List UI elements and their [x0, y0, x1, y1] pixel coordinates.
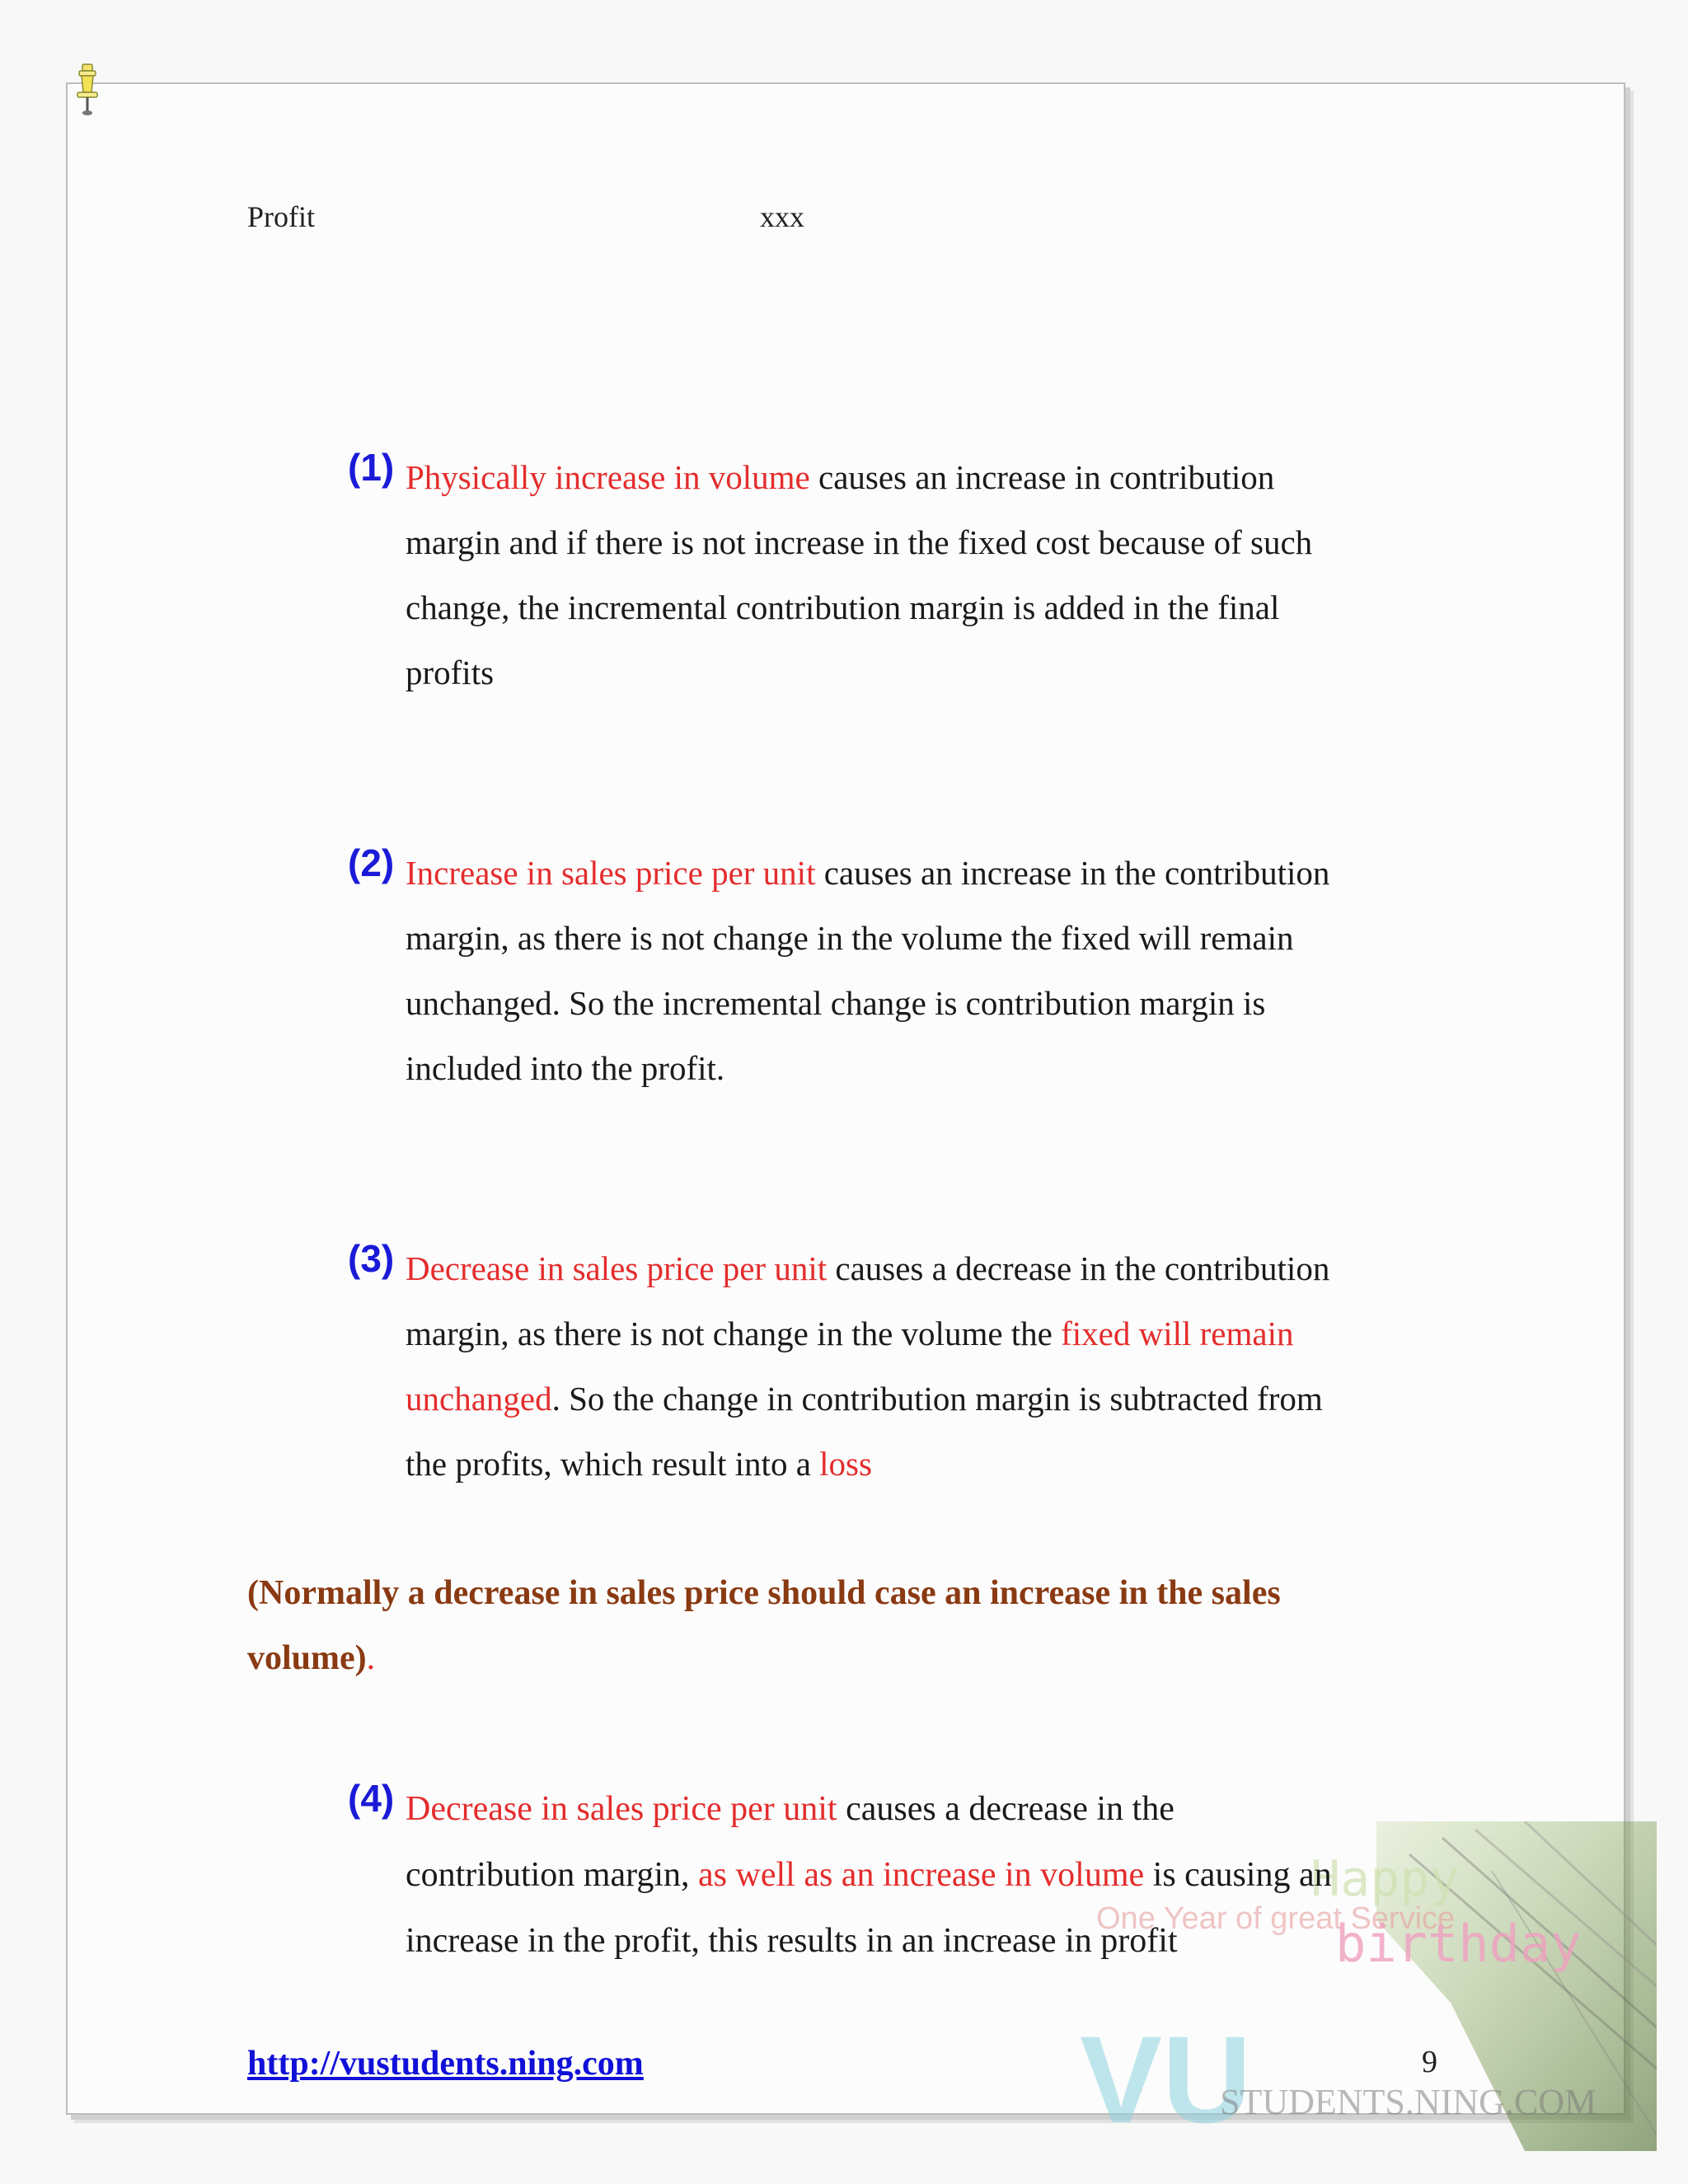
item-highlight: Decrease in sales price per unit — [406, 1790, 837, 1828]
list-item-3 — [348, 1236, 1452, 1497]
item-text-line1: causes a decrease in the contribution — [827, 1249, 1330, 1287]
item-text-line3: . So the change in contribution margin is subtracted from — [551, 1380, 1323, 1418]
watermark-brand-vu: VU — [1080, 2010, 1252, 2149]
list-item-1 — [348, 445, 1452, 705]
header-value: xxx — [760, 200, 804, 233]
item-highlight-fixed: fixed will remain — [1061, 1315, 1294, 1352]
note-line1: (Normally a decrease in sales price should case an increase in the sales — [247, 1574, 1281, 1612]
item-text-line1: causes an increase in contribution — [809, 458, 1275, 496]
item-text-line3: change, the incremental contribution margin is added in the final — [406, 588, 1280, 626]
item-text-line4: included into the profit. — [406, 1049, 725, 1087]
item-highlight-loss: loss — [819, 1445, 872, 1483]
list-item-2 — [348, 841, 1452, 1101]
item-text — [406, 1236, 1452, 1497]
watermark-greeting-birthday: birthday — [1335, 1914, 1582, 1974]
item-text-line3: increase in the profit, this results in an increase in profit — [406, 1922, 1178, 1960]
watermark-slogan: One Year of great Service — [1096, 1901, 1456, 1936]
item-text-line2-end: is causing an — [1144, 1856, 1332, 1894]
item-text-line3: unchanged. So the incremental change is contribution margin is — [406, 984, 1266, 1022]
item-text-line1: causes an increase in the contribution — [815, 854, 1330, 892]
item-number: (2) — [348, 841, 395, 884]
list-item-4 — [348, 1776, 1452, 1974]
note-trail: . — [366, 1639, 376, 1677]
item-text — [406, 445, 1452, 705]
watermark-brand-students: STUDENTS.NING.COM — [1220, 2082, 1597, 2122]
item-text-line2: margin, as there is not change in the volume the fixed will remain — [406, 919, 1294, 957]
item-number: (3) — [348, 1237, 395, 1280]
pushpin-icon — [71, 63, 104, 117]
item-text — [406, 1776, 1452, 1974]
item-text-line2: margin and if there is not increase in the fixed cost because of such — [406, 523, 1313, 561]
item-text-line2: contribution margin, — [406, 1856, 699, 1894]
item-text-line1: causes a decrease in the — [837, 1790, 1175, 1828]
item-highlight-unchanged: unchanged — [406, 1380, 552, 1418]
item-highlight: Physically increase in volume — [406, 458, 810, 496]
page-number: 9 — [1422, 2045, 1437, 2079]
item-text-line2: margin, as there is not change in the volume the — [406, 1315, 1062, 1352]
footer-link[interactable]: http://vustudents.ning.com — [247, 2045, 644, 2083]
item-text-line4: the profits, which result into a — [406, 1445, 820, 1483]
note-line2: volume) — [247, 1639, 367, 1677]
item-number: (4) — [348, 1777, 395, 1820]
watermark-greeting-happy: Happy — [1311, 1850, 1460, 1908]
bold-note — [247, 1561, 1451, 1691]
item-text — [406, 841, 1452, 1101]
item-highlight: Increase in sales price per unit — [406, 854, 816, 892]
item-number: (1) — [348, 446, 395, 489]
item-text-line4: profits — [406, 654, 495, 691]
item-highlight-volume: as well as an increase in volume — [698, 1856, 1145, 1894]
item-highlight: Decrease in sales price per unit — [406, 1249, 828, 1287]
header-label: Profit — [247, 200, 316, 233]
